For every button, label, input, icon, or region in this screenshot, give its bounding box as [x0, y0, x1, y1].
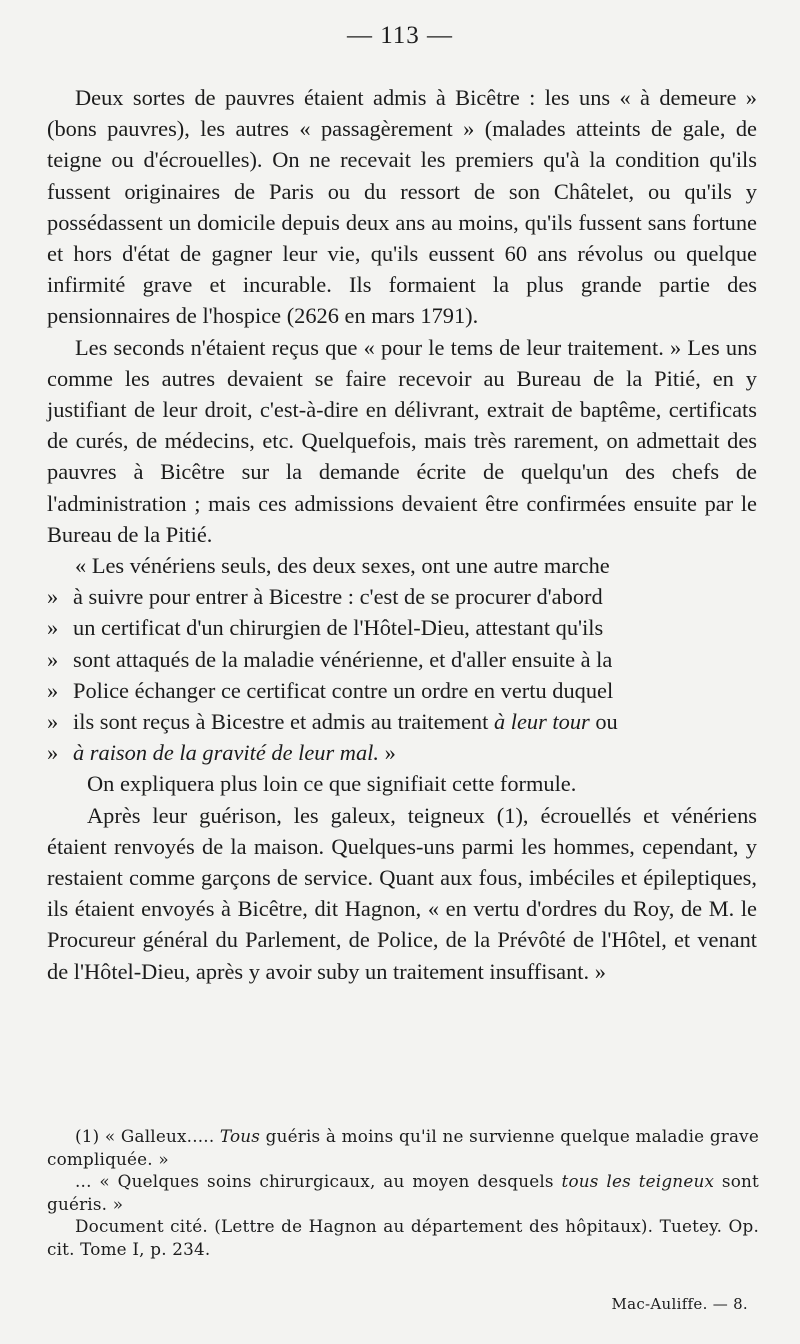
quote-line	[47, 581, 757, 612]
quote-line	[47, 644, 757, 675]
footnote-2	[47, 1170, 759, 1215]
quote-mark: »	[47, 677, 59, 703]
footnote-3: Document cité. (Lettre de Hagnon au département des hôpitaux). Tuetey. Op. cit. Tome I, p. 234.	[47, 1216, 759, 1259]
quote-text: à suivre pour entrer à Bicestre : c'est de se procurer d'abord	[73, 584, 603, 610]
printer-signature: Mac-Auliffe. — 8.	[611, 1295, 748, 1313]
body-text	[47, 82, 757, 987]
quote-text: sont attaqués de la maladie vénérienne, et d'aller ensuite à la	[73, 646, 613, 672]
quote-line	[47, 675, 757, 706]
quote-text: ils sont reçus à Bicestre et admis au traitement	[73, 709, 494, 735]
paragraph-1: Deux sortes de pauvres étaient admis à Bicêtre : les uns « à demeure » (bons pauvres), les autres « passagèrement » (malades atteints de gale, de teigne ou d'écrouelles). On ne recevait les premiers qu'à la condition qu'ils fussent originaires de Paris ou du ressort de son Châtelet, ou qu'ils y possédassent un domicile depuis deux ans au moins, qu'ils fussent sans fortune et hors d'état de gagner leur vie, qu'ils eussent 60 ans révolus ou quelque infirmité grave et incurable. Ils formaient la plus grande partie des pensionnaires de l'hospice (2626 en mars 1791).	[47, 85, 757, 329]
quote-mark: »	[47, 584, 59, 610]
footnote-text: (1) « Galleux.....	[75, 1126, 220, 1146]
quote-mark: »	[47, 709, 59, 735]
quote-text: Les vénériens seuls, des deux sexes, ont une autre marche	[91, 553, 610, 579]
quote-line	[47, 550, 757, 581]
footnote-1	[47, 1125, 759, 1170]
quotation-block	[47, 550, 757, 768]
footnote-italic-text: Tous	[219, 1126, 261, 1146]
quote-mark: »	[47, 646, 59, 672]
paragraph-4: Après leur guérison, les galeux, teigneux (1), écrouellés et vénériens étaient renvoyés de la maison. Quelques-uns parmi les hommes, cependant, y restaient comme garçons de service. Quant aux fous, imbéciles et épileptiques, ils étaient envoyés à Bicêtre, dit Hagnon, « en vertu d'ordres du Roy, de M. le Procureur général du Parlement, de Police, de la Prévôté de l'Hôtel, et venant de l'Hôtel-Dieu, après y avoir suby un traitement insuffisant. »	[47, 802, 757, 984]
footnote-text: guéris à moins qu'il ne survienne quelque maladie grave compliquée. »	[47, 1126, 759, 1169]
quote-line	[47, 737, 757, 768]
quote-line	[47, 612, 757, 643]
quote-text-end: ou	[589, 709, 618, 735]
paragraph-3: On expliquera plus loin ce que signifiait cette formule.	[87, 771, 577, 797]
quote-italic-text: à raison de la gravité de leur mal.	[73, 740, 379, 766]
quote-mark: »	[47, 740, 59, 766]
paragraph-2: Les seconds n'étaient reçus que « pour le tems de leur traitement. » Les uns comme les autres devaient se faire recevoir au Bureau de la Pitié, en y justifiant de leur droit, c'est-à-dire en délivrant, extrait de baptême, certificats de curés, de médecins, etc. Quelquefois, mais très rarement, on admettait des pauvres à Bicêtre sur la demande écrite de quelqu'un des chefs de l'administration ; mais ces admissions devaient être confirmées ensuite par le Bureau de la Pitié.	[47, 334, 757, 547]
quote-text-end: »	[378, 740, 396, 766]
footnote-text: ... « Quelques soins chirurgicaux, au moyen desquels	[75, 1171, 562, 1191]
footnote-text: sont guéris. »	[47, 1171, 759, 1214]
quote-text: Police échanger ce certificat contre un ordre en vertu duquel	[73, 677, 614, 703]
quote-line	[47, 706, 757, 737]
quote-mark: »	[47, 615, 59, 641]
quote-text: un certificat d'un chirurgien de l'Hôtel-Dieu, attestant qu'ils	[73, 615, 604, 641]
footnote-italic-text: tous les teigneux	[561, 1171, 715, 1191]
quote-italic-text: à leur tour	[493, 709, 590, 735]
quote-mark: «	[75, 553, 87, 579]
footnotes	[47, 1125, 759, 1260]
page-number: — 113 —	[346, 22, 454, 49]
